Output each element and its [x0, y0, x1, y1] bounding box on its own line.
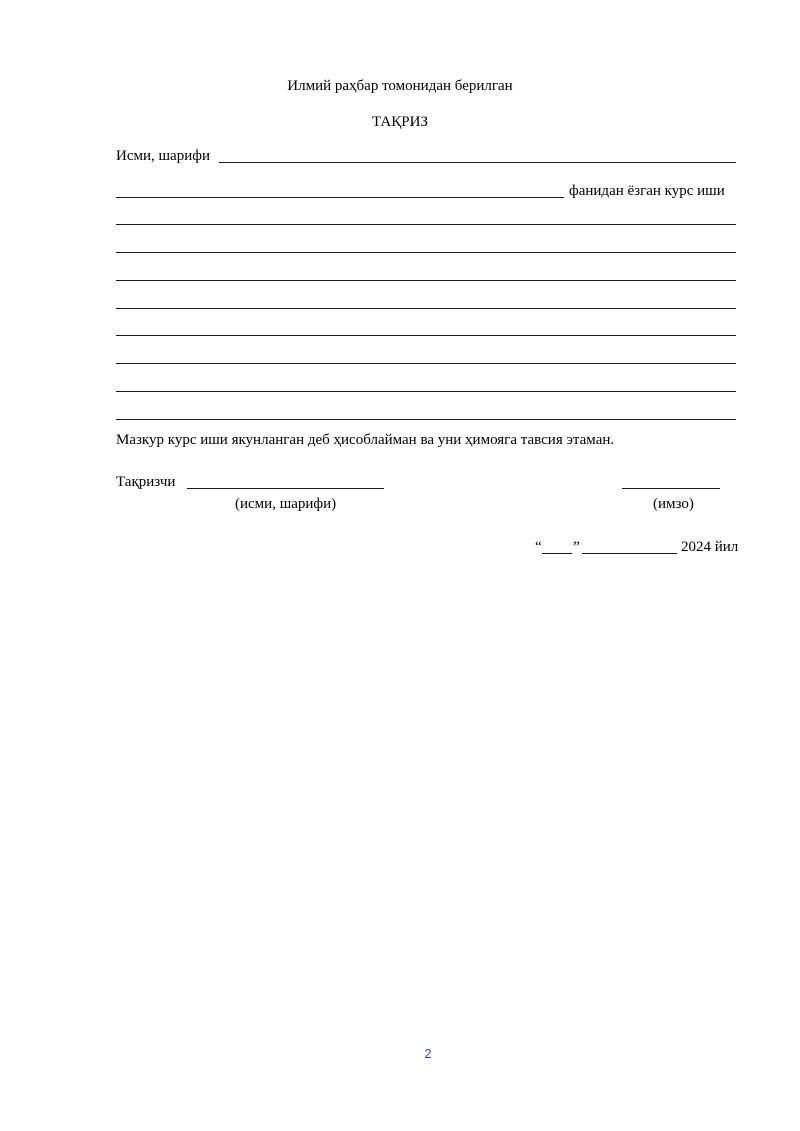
- name-label: Исми, шарифи: [116, 148, 210, 164]
- conclusion-text: Мазкур курс иши якунланган деб ҳисоблайман ва уни ҳимояга тавсия этаман.: [116, 432, 615, 448]
- signature-caption: (имзо): [653, 496, 694, 512]
- reviewer-label: Тақризчи: [116, 474, 176, 490]
- name-caption: (исми, шарифи): [235, 496, 337, 512]
- review-line: [116, 391, 736, 392]
- review-line: [116, 335, 736, 336]
- signature-line: [622, 488, 720, 489]
- review-line: [116, 419, 736, 420]
- page-number: 2: [424, 1046, 432, 1061]
- review-line: [116, 224, 736, 225]
- date-open-quote: “: [535, 539, 542, 555]
- review-line: [116, 252, 736, 253]
- date-day-line: [542, 553, 572, 554]
- review-line: [116, 363, 736, 364]
- name-fill-line: [219, 162, 736, 163]
- reviewer-name-line: [187, 488, 384, 489]
- document-heading: Илмий раҳбар томонидан берилган: [287, 78, 513, 94]
- date-month-line: [582, 553, 677, 554]
- review-line: [116, 280, 736, 281]
- subject-fill-line: [116, 197, 564, 198]
- document-title: ТАҚРИЗ: [372, 114, 428, 130]
- date-year: 2024 йил: [681, 539, 739, 555]
- date-close-quote: ”: [573, 539, 580, 555]
- review-line: [116, 308, 736, 309]
- subject-suffix: фанидан ёзган курс иши: [569, 183, 725, 199]
